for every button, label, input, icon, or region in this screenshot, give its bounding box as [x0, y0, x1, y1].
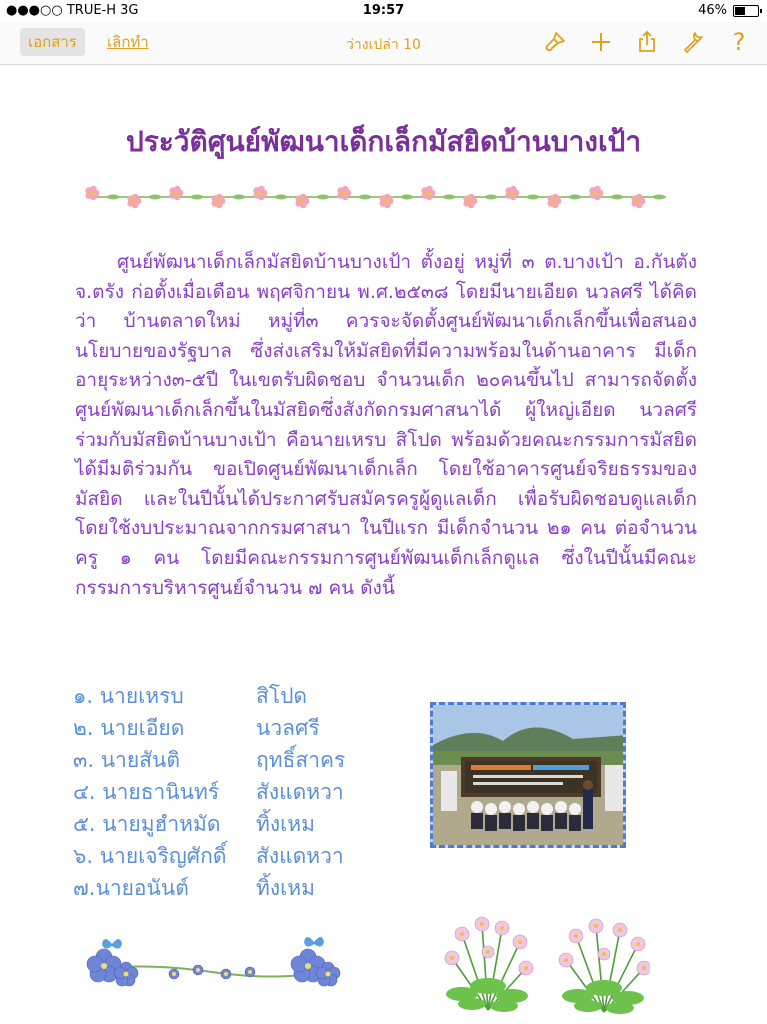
floral-divider-top [82, 182, 670, 212]
list-item [73, 744, 345, 776]
status-bar [0, 0, 767, 22]
member-name: ๔. นายธานินทร์ [73, 780, 220, 804]
school-photo [430, 702, 626, 848]
list-item [73, 840, 345, 872]
brush-icon[interactable] [541, 28, 569, 56]
help-icon[interactable] [725, 28, 753, 56]
document-title: ว่างเปล่า 10 [346, 37, 421, 53]
list-item [73, 776, 345, 808]
status-time: 19:57 [362, 3, 405, 18]
member-surname: ทิ้งเหม [256, 876, 315, 900]
member-name: ๒. นายเอียด [73, 716, 185, 740]
member-surname: ทิ้งเหม [256, 812, 315, 836]
flower-bouquet-left [442, 914, 534, 1012]
member-name: ๓. นายสันติ [73, 748, 180, 772]
list-item [73, 712, 345, 744]
floral-divider-bottom [72, 932, 354, 994]
committee-member-list [73, 680, 345, 904]
plus-icon[interactable] [587, 28, 615, 56]
toolbar-actions [541, 28, 753, 56]
member-surname: สิโปด [256, 684, 308, 708]
wrench-icon[interactable] [679, 28, 707, 56]
flower-bouquet-right [558, 918, 650, 1014]
list-item [73, 808, 345, 840]
member-name: ๕. นายมูฮำหมัด [73, 812, 221, 836]
help-glyph: ? [732, 28, 746, 56]
member-name: ๑. นายเหรบ [73, 684, 184, 708]
member-name: ๗.นายอนันต์ [73, 876, 189, 900]
carrier-signal: ●●●○○ TRUE-H 3G [6, 3, 139, 18]
list-item [73, 680, 345, 712]
share-icon[interactable] [633, 28, 661, 56]
list-item [73, 872, 345, 904]
battery-percent: 46% [698, 3, 727, 18]
history-paragraph: ศูนย์พัฒนาเด็กเล็กมัสยิดบ้านบางเป้า ตั้งอยู่ หมู่ที่ ๓ ต.บางเป้า อ.กันตัง จ.ตรัง ก่อตั้งเมื่อเดือน พฤศจิกายน พ.ศ.๒๕๓๘ โดยมีนายเอียด นวลศรี ได้คิดว่า บ้านตลาดใหม่ หมู่ที่๓ ควรจะจัดตั้งศูนย์พัฒนาเด็กเล็กขึ้นเพื่อสนองนโยบายของรัฐบาล ซึ่งส่งเสริมให้มัสยิดที่มีความพร้อมในด้านอาคาร มีเด็กอายุระหว่าง๓-๕ปี ในเขตรับผิดชอบ จำนวนเด็ก ๒๐คนขึ้นไป สามารถจัดตั้งศูนย์พัฒนาเด็กเล็กขึ้นในมัสยิดซึ่งสังกัดกรมศาสนาได้ ผู้ใหญ่เอียด นวลศรี ร่วมกับมัสยิดบ้านบางเป้า คือนายเหรบ สิโปด พร้อมด้วยคณะกรรมการมัสยิดได้มีมติร่วมกัน ขอเปิดศูนย์พัฒนาเด็กเล็ก โดยใช้อาคารศูนย์จริยธรรมของมัสยิด และในปีนั้นได้ประกาศรับสมัครครูผู้ดูแลเด็ก เพื่อรับผิดชอบดูแลเด็ก โดยใช้งบประมาณจากกรมศาสนา ในปีแรก มีเด็กจำนวน ๒๑ คน ต่อจำนวนครู ๑ คน โดยมีคณะกรรมการศูนย์พัฒนเด็กเล็กดูแล ซึ่งในปีนั้นมีคณะกรรมการบริหารศูนย์จำนวน ๗ คน ดังนี้ [75, 251, 697, 599]
battery-icon [733, 5, 759, 17]
member-surname: ฤทธิ์สาคร [256, 748, 346, 772]
page-title: ประวัติศูนย์พัฒนาเด็กเล็กมัสยิดบ้านบางเป้า [125, 125, 642, 158]
member-name: ๖. นายเจริญศักดิ์ [73, 844, 227, 868]
undo-button[interactable]: เลิกทำ [107, 33, 149, 51]
member-surname: สังแดหวา [256, 780, 344, 804]
member-surname: สังแดหวา [256, 844, 344, 868]
member-surname: นวลศรี [256, 716, 320, 740]
toolbar [0, 22, 767, 65]
battery-status [698, 3, 759, 18]
documents-button[interactable]: เอกสาร [20, 28, 85, 56]
